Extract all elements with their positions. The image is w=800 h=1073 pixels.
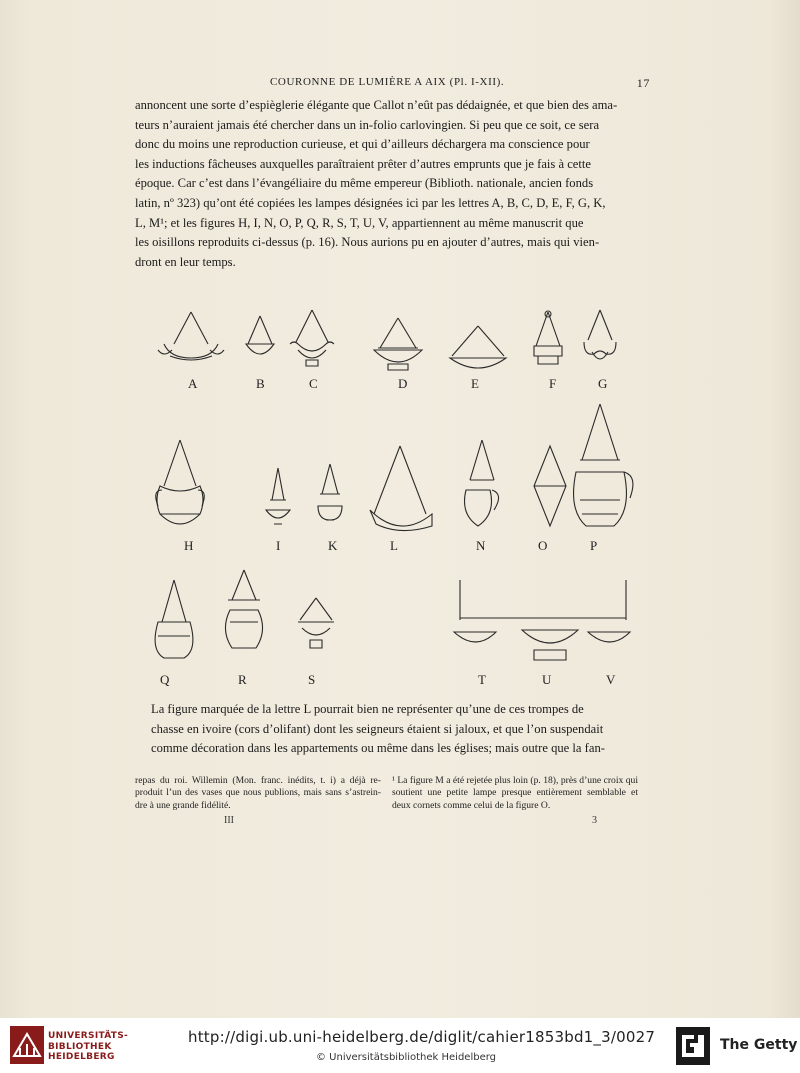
lamp-figure-k [318,464,342,520]
figure-label-i: I [276,538,281,553]
text-line: les oisillons reproduits ci-dessus (p. 16). Nous aurions pu en ajouter d’autres, mais qui vien- [135,235,600,250]
library-name-line: HEIDELBERG [48,1052,115,1062]
lamp-figure-a [158,312,224,360]
lamp-figure-s [298,598,334,648]
figure-label-e: E [471,376,479,391]
lamp-figures-plate [130,300,650,700]
figure-label-a: A [188,376,198,391]
lamp-figure-i [266,468,290,524]
lamp-figure-p [574,404,633,526]
signature-mark-right: 3 [592,815,597,826]
footnote-left: repas du roi. Willemin (Mon. franc. inédits, t. i) a déjà re-produit l’un des vases que nous publions, mais sans s’astrein-dre à une grande fidélité. [135,775,381,811]
figure-label-u: U [542,672,552,687]
figure-label-n: N [476,538,486,553]
page-number: 17 [636,76,650,90]
heidelberg-library-logo-icon [10,1026,44,1064]
lamp-figure-b [246,316,274,354]
figure-label-p: P [590,538,598,553]
lamp-figure-f [534,311,562,364]
text-line: donc du moins une reproduction curieuse, et qui d’ailleurs déchargera ma conscience pour [135,137,590,152]
lamp-figure-e [450,326,506,368]
text-line: les inductions fâcheuses auxquelles paraîtraient prêter d’autres emprunts que je fais à cette [135,156,591,171]
figure-label-k: K [328,538,338,553]
text-line: dront en leur temps. [135,254,236,269]
lamp-figure-d [374,318,422,370]
figure-label-q: Q [160,672,170,687]
library-name [48,1031,128,1063]
text-line: latin, nº 323) qu’ont été copiées les lampes désignées ici par les lettres A, B, C, D, E, F, G, K, [135,195,606,210]
running-head-title: COURONNE DE LUMIÈRE A AIX (Pl. I-XII). [270,76,505,88]
figure-label-b: B [256,376,265,391]
text-line: annoncent une sorte d’espièglerie élégante que Callot n’eût pas dédaignée, et que bien des ama- [135,98,618,112]
figure-label-s: S [308,672,316,687]
partner-name: The Getty [720,1037,798,1053]
paragraph-2 [135,700,637,759]
text-line: L, M¹; et les figures H, I, N, O, P, Q, R, S, T, U, V, appartiennent au même manuscrit que [135,215,584,230]
lamp-figure-c [290,310,334,366]
viewer-footer [0,1018,800,1073]
figure-label-r: R [238,672,247,687]
figure-label-o: O [538,538,548,553]
permalink-url[interactable]: http://digi.ub.uni-heidelberg.de/diglit/cahier1853bd1_3/0027 [188,1028,656,1046]
lamp-figure-n [465,440,499,526]
lamp-figure-r [225,570,262,648]
lamp-drawings [130,300,650,700]
figure-label-c: C [309,376,318,391]
signature-mark-left: III [224,815,234,826]
getty-logo-icon [676,1027,710,1065]
text-line: chasse en ivoire (cors d’olifant) dont les seigneurs étaient si jaloux, et que l’on suspendait [151,721,604,736]
running-head [130,76,650,92]
paragraph-1 [135,96,637,272]
lamp-figure-l [370,446,432,531]
figure-label-l: L [390,538,398,553]
copyright-notice: © Universitätsbibliothek Heidelberg [316,1052,497,1063]
lamp-figure-u [522,630,578,660]
footnote-right: ¹ La figure M a été rejetée plus loin (p. 18), près d’une croix qui soutient une petite lampe presque entièrement semblable et deux cornets comme celui de la figure O. [392,775,638,811]
figure-label-f: F [549,376,557,391]
text-line: teurs n’auraient jamais été chercher dans un in-folio carlovingien. Si peu que ce soit, ce sera [135,117,600,132]
figure-label-t: T [478,672,486,687]
figure-label-h: H [184,538,194,553]
lamp-figure-h [156,440,205,524]
lamp-figure-q [155,580,193,658]
lamp-figure-t [454,580,626,642]
lamp-figure-g [584,310,616,359]
lamp-figure-o [534,446,566,526]
figure-label-d: D [398,376,408,391]
library-name-line: BIBLIOTHEK [48,1041,112,1052]
text-line: époque. Car c’est dans l’évangéliaire du même empereur (Biblioth. nationale, ancien fonds [135,176,594,191]
library-name-line: UNIVERSITÄTS- [48,1031,129,1041]
figure-label-g: G [598,376,608,391]
text-line: La figure marquée de la lettre L pourrait bien ne représenter qu’une de ces trompes de [151,702,584,716]
lamp-figure-v [588,632,630,642]
text-line: comme décoration dans les appartements ou même dans les églises; mais outre que la fan- [151,741,605,756]
figure-label-v: V [606,672,616,687]
